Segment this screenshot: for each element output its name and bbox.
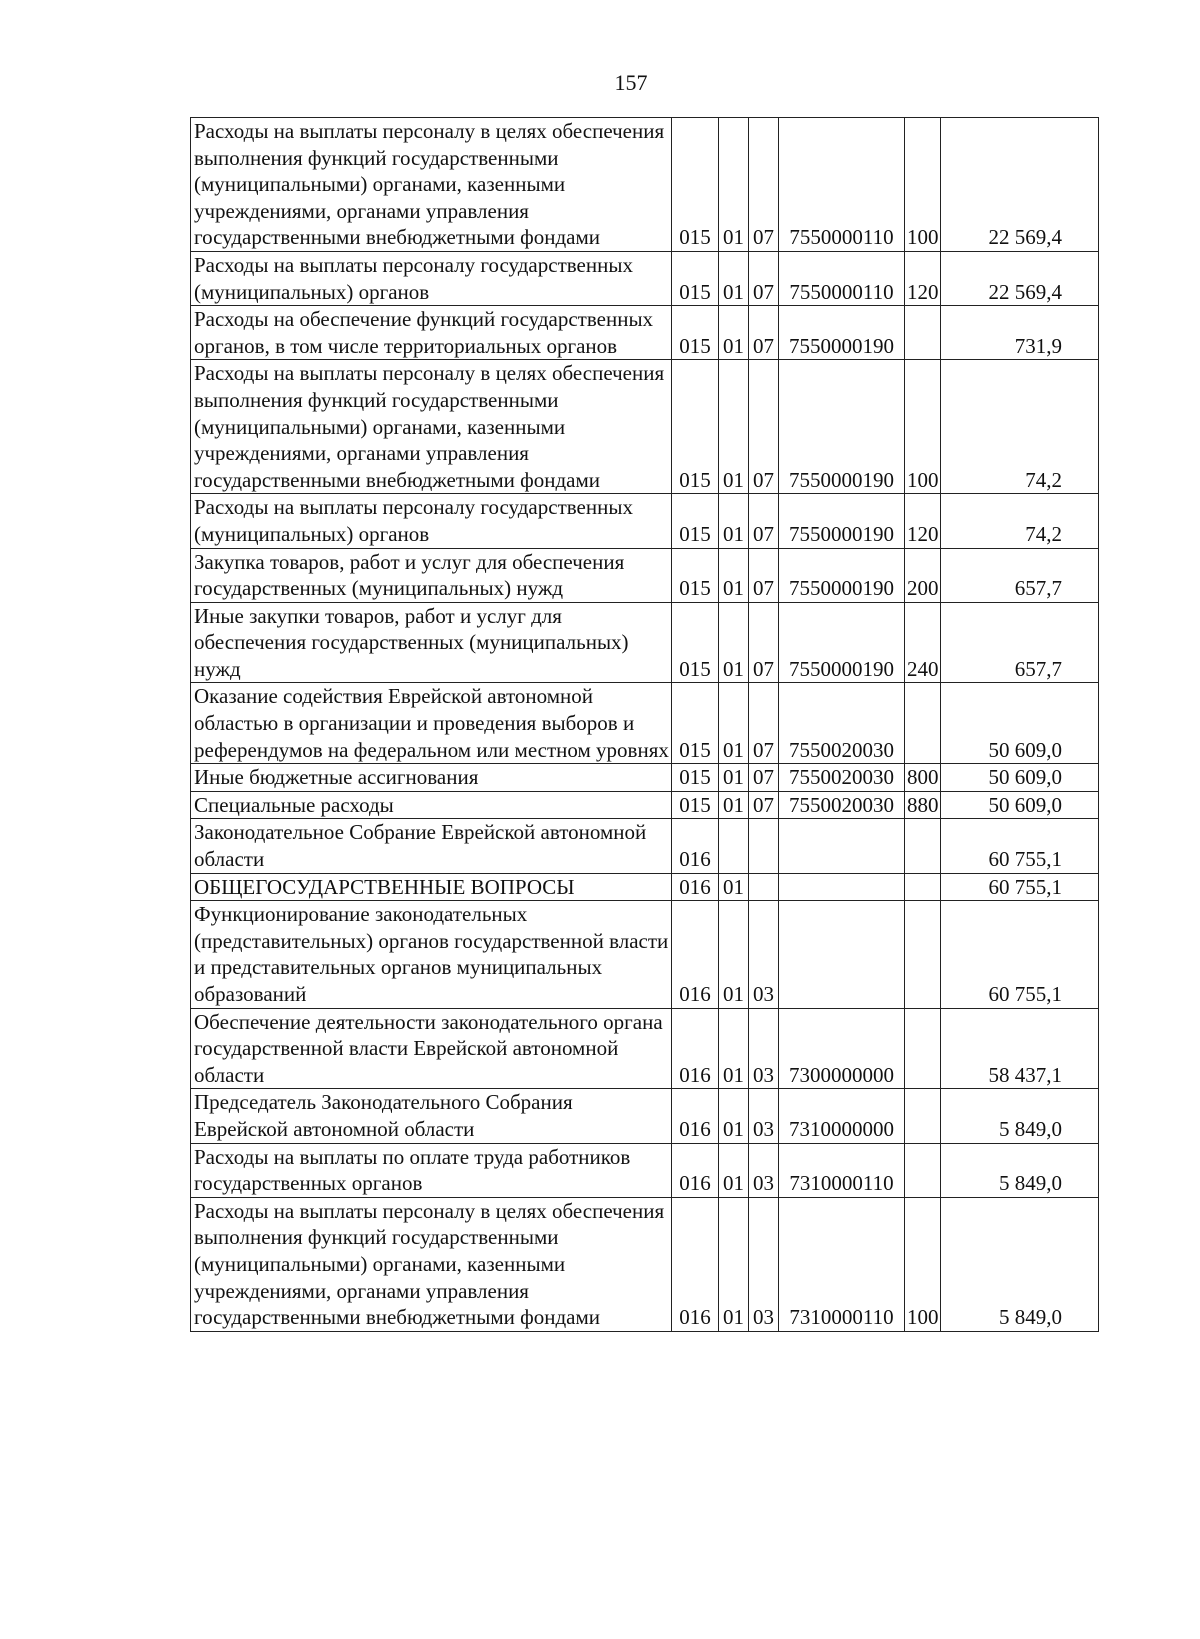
row-amount: 731,9 bbox=[941, 306, 1099, 360]
row-target-item-code: 7310000000 bbox=[779, 1089, 905, 1143]
row-subsection-code: 07 bbox=[749, 360, 779, 494]
row-name: Закупка товаров, работ и услуг для обеспечения государственных (муниципальных) нужд bbox=[191, 548, 672, 602]
row-subsection-code: 07 bbox=[749, 306, 779, 360]
row-amount: 50 609,0 bbox=[941, 683, 1099, 764]
row-expense-type-code bbox=[905, 819, 941, 873]
row-target-item-code bbox=[779, 819, 905, 873]
row-ved-code: 015 bbox=[672, 494, 719, 548]
table-row bbox=[191, 360, 1099, 494]
row-ved-code: 015 bbox=[672, 548, 719, 602]
row-name: Расходы на выплаты персоналу в целях обеспечения выполнения функций государственными (муниципальными) органами, казенными учреждениями, органами управления государственными внебюджетными фондами bbox=[191, 360, 672, 494]
row-name: Председатель Законодательного Собрания Еврейской автономной области bbox=[191, 1089, 672, 1143]
row-amount: 60 755,1 bbox=[941, 873, 1099, 901]
table-row bbox=[191, 118, 1099, 252]
row-expense-type-code: 120 bbox=[905, 494, 941, 548]
row-expense-type-code bbox=[905, 306, 941, 360]
row-target-item-code: 7310000110 bbox=[779, 1197, 905, 1331]
row-amount: 657,7 bbox=[941, 548, 1099, 602]
row-subsection-code: 07 bbox=[749, 683, 779, 764]
row-section-code: 01 bbox=[719, 901, 749, 1008]
row-name: Иные закупки товаров, работ и услуг для обеспечения государственных (муниципальных) нужд bbox=[191, 602, 672, 683]
row-ved-code: 015 bbox=[672, 791, 719, 819]
row-name: Обеспечение деятельности законодательного органа государственной власти Еврейской автономной области bbox=[191, 1008, 672, 1089]
row-ved-code: 016 bbox=[672, 1197, 719, 1331]
row-subsection-code: 03 bbox=[749, 1089, 779, 1143]
row-subsection-code: 07 bbox=[749, 602, 779, 683]
row-section-code: 01 bbox=[719, 251, 749, 305]
row-amount: 50 609,0 bbox=[941, 764, 1099, 792]
row-amount: 657,7 bbox=[941, 602, 1099, 683]
row-name: Расходы на выплаты персоналу в целях обеспечения выполнения функций государственными (муниципальными) органами, казенными учреждениями, органами управления государственными внебюджетными фондами bbox=[191, 1197, 672, 1331]
table-row bbox=[191, 494, 1099, 548]
row-target-item-code: 7310000110 bbox=[779, 1143, 905, 1197]
row-expense-type-code bbox=[905, 1008, 941, 1089]
row-amount: 60 755,1 bbox=[941, 819, 1099, 873]
row-ved-code: 015 bbox=[672, 602, 719, 683]
row-section-code: 01 bbox=[719, 1197, 749, 1331]
row-target-item-code: 7550000190 bbox=[779, 306, 905, 360]
row-name: ОБЩЕГОСУДАРСТВЕННЫЕ ВОПРОСЫ bbox=[191, 873, 672, 901]
row-expense-type-code bbox=[905, 683, 941, 764]
row-expense-type-code: 200 bbox=[905, 548, 941, 602]
row-section-code: 01 bbox=[719, 1089, 749, 1143]
row-section-code: 01 bbox=[719, 602, 749, 683]
row-expense-type-code: 240 bbox=[905, 602, 941, 683]
table-row bbox=[191, 683, 1099, 764]
row-amount: 22 569,4 bbox=[941, 118, 1099, 252]
table-row bbox=[191, 1008, 1099, 1089]
row-name: Законодательное Собрание Еврейской автономной области bbox=[191, 819, 672, 873]
row-name: Иные бюджетные ассигнования bbox=[191, 764, 672, 792]
row-subsection-code: 07 bbox=[749, 251, 779, 305]
row-subsection-code: 07 bbox=[749, 118, 779, 252]
table-row bbox=[191, 791, 1099, 819]
row-target-item-code: 7550000190 bbox=[779, 602, 905, 683]
budget-table-body bbox=[191, 118, 1099, 1332]
row-amount: 22 569,4 bbox=[941, 251, 1099, 305]
row-subsection-code: 07 bbox=[749, 791, 779, 819]
row-ved-code: 016 bbox=[672, 1008, 719, 1089]
row-section-code: 01 bbox=[719, 118, 749, 252]
table-row bbox=[191, 1089, 1099, 1143]
row-amount: 74,2 bbox=[941, 360, 1099, 494]
row-amount: 58 437,1 bbox=[941, 1008, 1099, 1089]
row-name: Специальные расходы bbox=[191, 791, 672, 819]
row-expense-type-code: 100 bbox=[905, 118, 941, 252]
row-section-code: 01 bbox=[719, 494, 749, 548]
row-target-item-code: 7550000190 bbox=[779, 360, 905, 494]
row-ved-code: 015 bbox=[672, 118, 719, 252]
row-expense-type-code: 120 bbox=[905, 251, 941, 305]
row-name: Оказание содействия Еврейской автономной областью в организации и проведения выборов и референдумов на федеральном или местном уровнях bbox=[191, 683, 672, 764]
budget-table bbox=[190, 117, 1099, 1332]
table-row bbox=[191, 1143, 1099, 1197]
row-amount: 5 849,0 bbox=[941, 1089, 1099, 1143]
row-subsection-code: 03 bbox=[749, 1197, 779, 1331]
row-target-item-code: 7550020030 bbox=[779, 791, 905, 819]
row-expense-type-code: 100 bbox=[905, 1197, 941, 1331]
table-row bbox=[191, 819, 1099, 873]
row-ved-code: 015 bbox=[672, 306, 719, 360]
row-amount: 5 849,0 bbox=[941, 1197, 1099, 1331]
row-target-item-code: 7550000190 bbox=[779, 494, 905, 548]
row-name: Функционирование законодательных (представительных) органов государственной власти и представительных органов муниципальных образований bbox=[191, 901, 672, 1008]
row-section-code: 01 bbox=[719, 1143, 749, 1197]
row-amount: 5 849,0 bbox=[941, 1143, 1099, 1197]
row-section-code: 01 bbox=[719, 683, 749, 764]
row-section-code bbox=[719, 819, 749, 873]
row-ved-code: 016 bbox=[672, 1089, 719, 1143]
row-section-code: 01 bbox=[719, 306, 749, 360]
row-subsection-code: 03 bbox=[749, 1008, 779, 1089]
row-section-code: 01 bbox=[719, 548, 749, 602]
row-target-item-code: 7550000110 bbox=[779, 251, 905, 305]
row-name: Расходы на выплаты персоналу государственных (муниципальных) органов bbox=[191, 251, 672, 305]
row-name: Расходы на выплаты по оплате труда работников государственных органов bbox=[191, 1143, 672, 1197]
row-subsection-code: 07 bbox=[749, 548, 779, 602]
row-expense-type-code bbox=[905, 1089, 941, 1143]
table-row bbox=[191, 764, 1099, 792]
row-amount: 50 609,0 bbox=[941, 791, 1099, 819]
row-expense-type-code bbox=[905, 873, 941, 901]
table-row bbox=[191, 251, 1099, 305]
row-name: Расходы на выплаты персоналу государственных (муниципальных) органов bbox=[191, 494, 672, 548]
row-ved-code: 015 bbox=[672, 251, 719, 305]
table-row bbox=[191, 901, 1099, 1008]
row-target-item-code: 7550020030 bbox=[779, 683, 905, 764]
row-subsection-code: 07 bbox=[749, 764, 779, 792]
row-expense-type-code bbox=[905, 1143, 941, 1197]
row-target-item-code bbox=[779, 901, 905, 1008]
table-row bbox=[191, 602, 1099, 683]
row-subsection-code bbox=[749, 819, 779, 873]
row-amount: 74,2 bbox=[941, 494, 1099, 548]
table-row bbox=[191, 873, 1099, 901]
row-section-code: 01 bbox=[719, 1008, 749, 1089]
page-number: 157 bbox=[614, 70, 648, 95]
row-target-item-code: 7550000190 bbox=[779, 548, 905, 602]
table-row bbox=[191, 1197, 1099, 1331]
row-target-item-code bbox=[779, 873, 905, 901]
row-expense-type-code: 800 bbox=[905, 764, 941, 792]
row-ved-code: 015 bbox=[672, 360, 719, 494]
table-row bbox=[191, 548, 1099, 602]
row-amount: 60 755,1 bbox=[941, 901, 1099, 1008]
row-subsection-code: 03 bbox=[749, 1143, 779, 1197]
row-subsection-code bbox=[749, 873, 779, 901]
row-name: Расходы на выплаты персоналу в целях обеспечения выполнения функций государственными (муниципальными) органами, казенными учреждениями, органами управления государственными внебюджетными фондами bbox=[191, 118, 672, 252]
row-target-item-code: 7550020030 bbox=[779, 764, 905, 792]
row-section-code: 01 bbox=[719, 873, 749, 901]
row-ved-code: 016 bbox=[672, 819, 719, 873]
row-name: Расходы на обеспечение функций государственных органов, в том числе территориальных органов bbox=[191, 306, 672, 360]
row-ved-code: 015 bbox=[672, 683, 719, 764]
row-target-item-code: 7300000000 bbox=[779, 1008, 905, 1089]
row-subsection-code: 03 bbox=[749, 901, 779, 1008]
row-target-item-code: 7550000110 bbox=[779, 118, 905, 252]
row-section-code: 01 bbox=[719, 360, 749, 494]
row-ved-code: 016 bbox=[672, 901, 719, 1008]
row-section-code: 01 bbox=[719, 791, 749, 819]
table-row bbox=[191, 306, 1099, 360]
row-expense-type-code: 100 bbox=[905, 360, 941, 494]
row-expense-type-code bbox=[905, 901, 941, 1008]
row-ved-code: 016 bbox=[672, 1143, 719, 1197]
row-section-code: 01 bbox=[719, 764, 749, 792]
row-subsection-code: 07 bbox=[749, 494, 779, 548]
row-ved-code: 016 bbox=[672, 873, 719, 901]
row-expense-type-code: 880 bbox=[905, 791, 941, 819]
row-ved-code: 015 bbox=[672, 764, 719, 792]
